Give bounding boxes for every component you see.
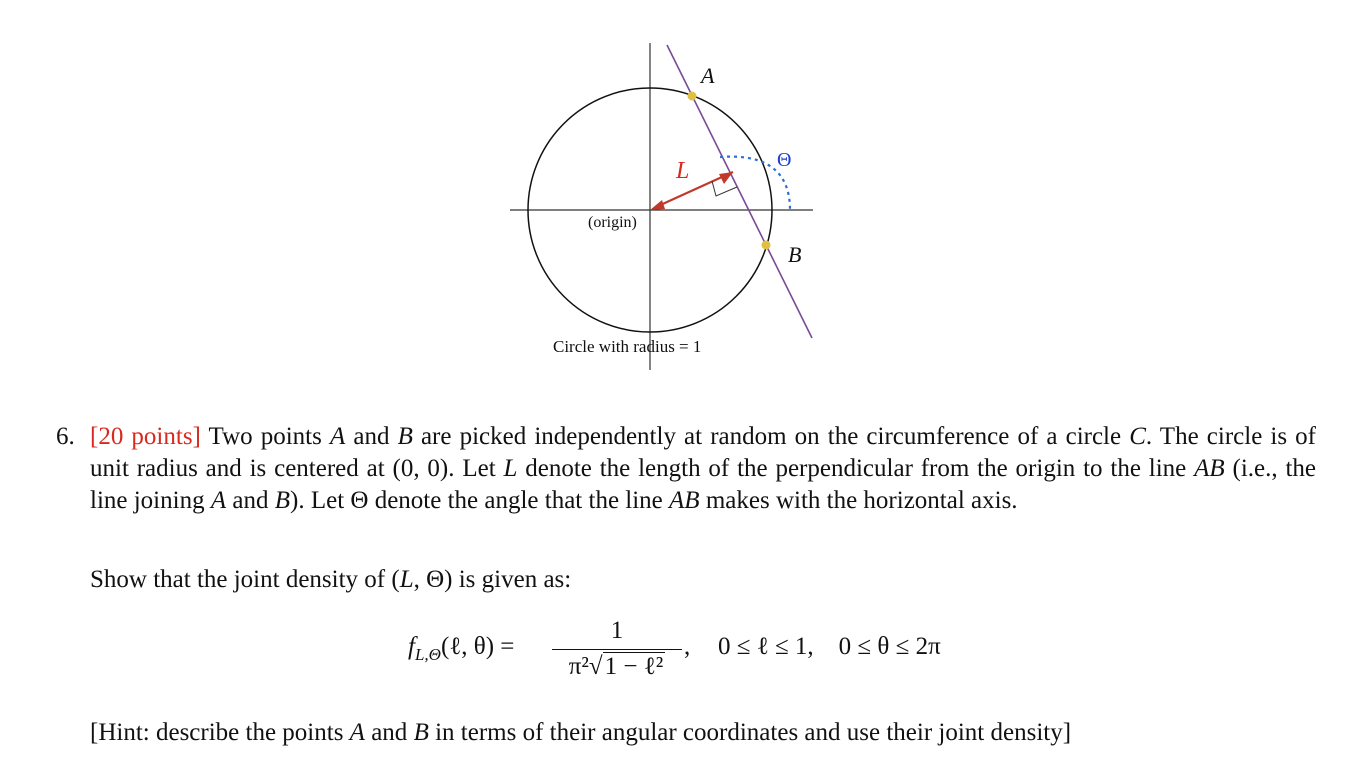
perpendicular-arrowhead-start (650, 200, 665, 210)
problem-text: and (345, 423, 398, 450)
var-AB: AB (669, 487, 700, 514)
hint-line (90, 717, 1071, 749)
var-C: C (1129, 423, 1146, 450)
formula-numerator: 1 (610, 617, 624, 644)
formula-comma: , (684, 633, 691, 660)
figure-caption: Circle with radius = 1 (553, 337, 702, 356)
point-A (688, 92, 697, 101)
point-B (762, 241, 771, 250)
var-B: B (413, 719, 429, 746)
var-A: A (349, 719, 365, 746)
show-text: , Θ) is given as: (413, 566, 572, 593)
label-A: A (701, 63, 715, 88)
problem-statement (56, 421, 1316, 517)
hint-text: [Hint: describe the points (90, 719, 350, 746)
formula-args: (ℓ, θ) = (440, 633, 515, 660)
problem-text: Two points (208, 423, 330, 450)
formula-denominator (552, 650, 682, 682)
formula-condition: 0 ≤ ℓ ≤ 1, 0 ≤ θ ≤ 2π (718, 633, 941, 660)
problem-text: and (226, 487, 275, 514)
perpendicular-arrowhead-end (719, 172, 733, 184)
problem-number: 6. (56, 423, 75, 450)
formula-subscript: L,Θ (414, 645, 441, 664)
show-text: Show that the joint density of ( (90, 566, 400, 593)
label-B: B (788, 242, 802, 267)
var-B: B (397, 423, 413, 450)
problem-body (90, 421, 1316, 517)
problem-text: are picked independently at random on the circumference of a circle (412, 423, 1130, 450)
problem-text: makes with the horizontal axis. (699, 487, 1018, 514)
points-label: [20 points] (90, 423, 201, 450)
problem-text: denote the length of the perpendicular from the origin to the line (517, 455, 1195, 482)
problem-text: ). Let Θ denote the angle that the line (290, 487, 670, 514)
label-L: L (676, 158, 690, 184)
problem-text: . The circle is of unit radius and is centered at (0, 0). Let (90, 423, 1316, 482)
denominator-radicand: 1 − ℓ² (604, 653, 664, 680)
var-A: A (329, 423, 346, 450)
formula-f: f (408, 633, 415, 660)
hint-text: and (364, 719, 414, 746)
var-A: A (210, 487, 227, 514)
var-L: L (503, 455, 518, 482)
problem-text: (i.e., the line joining (90, 455, 1316, 514)
denominator-prefix: π²√ (568, 653, 603, 680)
formula-lhs (408, 633, 514, 665)
show-that-line (90, 564, 571, 596)
var-B: B (274, 487, 290, 514)
label-theta: Θ (777, 149, 792, 171)
formula-fraction (552, 615, 682, 682)
var-L: L (399, 566, 414, 593)
var-AB: AB (1194, 455, 1225, 482)
hint-text: in terms of their angular coordinates and use their joint density] (428, 719, 1072, 746)
density-formula (408, 615, 1028, 685)
origin-label: (origin) (588, 214, 637, 231)
